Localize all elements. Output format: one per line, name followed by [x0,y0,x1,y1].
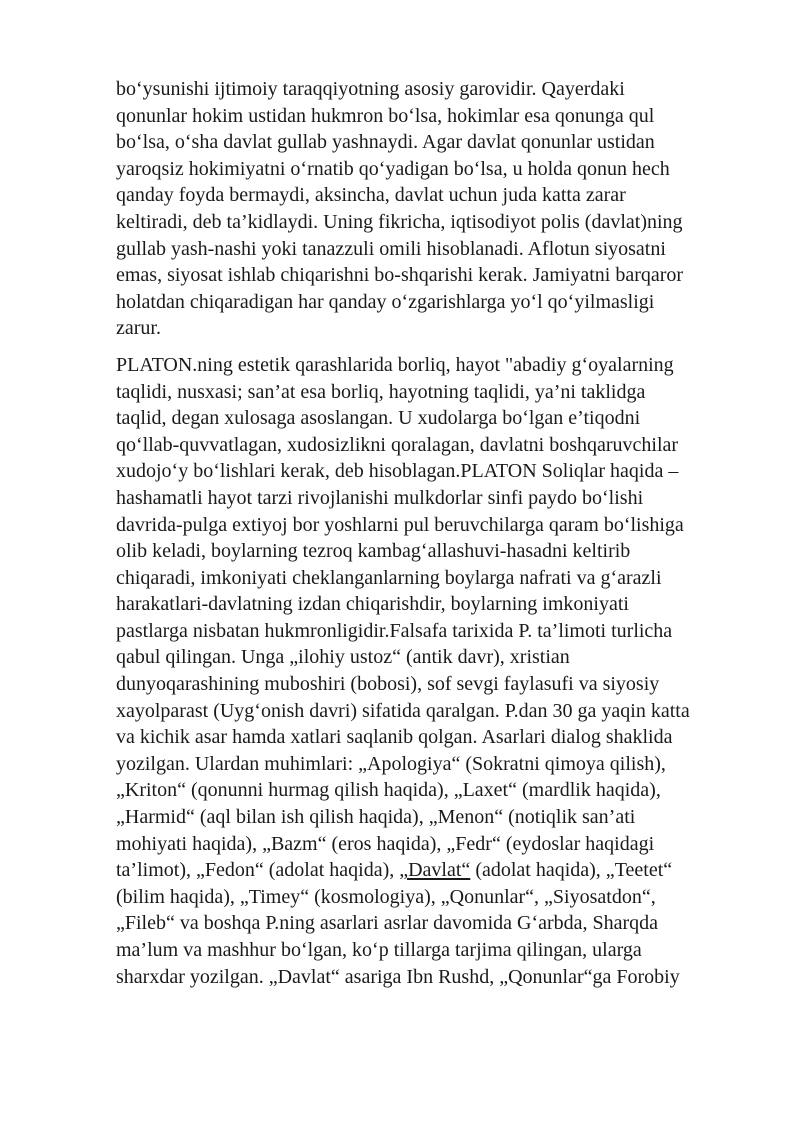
text-line: PLATON.ning estetik qarashlarida borliq, hayot "abadiy g‘oyalarning [116,353,674,376]
text-line: qabul qilingan. Unga „ilohiy ustoz“ (antik davr), xristian [116,646,570,669]
text-line: va kichik asar hamda xatlari saqlanib qolgan. Asarlari dialog shaklida [116,726,673,749]
text-line: dunyoqarashining muboshiri (bobosi), sof sevgi faylasufi va siyosiy [116,673,660,696]
text-line: emas, siyosat ishlab chiqarishni bo-shqarishi kerak. Jamiyatni barqaror [116,264,684,287]
text-line: qanday foyda bermaydi, aksincha, davlat uchun juda katta zarar [116,184,626,207]
text-line: olib keladi, boylarning tezroq kambag‘allashuvi-hasadni keltirib [116,540,631,563]
text-line: qonunlar hokim ustidan hukmron bo‘lsa, hokimlar esa qonunga qul [116,104,655,127]
text-line: gullab yash-nashi yoki tanazzuli omili hisoblanadi. Aflotun siyosatni [116,237,666,260]
text-line: „Fileb“ va boshqa P.ning asarlari asrlar davomida G‘arbda, Sharqda [116,912,659,935]
text-line: sharxdar yozilgan. „Davlat“ asariga Ibn Rushd, „Qonunlar“ga Forobiy [116,965,680,988]
text-line [116,857,716,884]
text-line: bo‘lsa, o‘sha davlat gullab yashnaydi. Agar davlat qonunlar ustidan [116,131,655,154]
text-line: zarur. [116,317,161,340]
text-line: mohiyati haqida), „Bazm“ (eros haqida), „Fedr“ (eydoslar haqidagi [116,832,655,855]
text-line: davrida-pulga extiyoj bor yoshlarni pul beruvchilarga qaram bo‘lishiga [116,513,684,536]
text-line: xudojo‘y bo‘lishlari kerak, deb hisoblagan.PLATON Soliqlar haqida – [116,460,679,483]
text-line: chiqaradi, imkoniyati cheklanganlarning boylarga nafrati va g‘arazli [116,566,662,589]
text-line: „Kriton“ (qonunni hurmag qilish haqida), „Laxet“ (mardlik haqida), [116,779,661,802]
text-line: hashamatli hayot tarzi rivojlanishi mulkdorlar sinfi paydo bo‘lishi [116,486,644,509]
text-line: keltiradi, deb ta’kidlaydi. Uning fikricha, iqtisodiyot polis (davlat)ning [116,210,683,233]
davlat-link[interactable]: „Davlat“ [399,859,471,882]
paragraph-2 [116,352,716,990]
text-line: yaroqsiz hokimiyatni o‘rnatib qo‘yadigan bo‘lsa, u holda qonun hech [116,157,670,180]
text-line: ma’lum va mashhur bo‘lgan, ko‘p tillarga tarjima qilingan, ularga [116,939,642,961]
document-page [116,76,716,1000]
text-line: taqlid, degan xulosaga asoslangan. U xudolarga bo‘lgan e’tiqodni [116,407,641,430]
paragraph-1 [116,76,716,342]
text-line: xayolparast (Uyg‘onish davri) sifatida qaralgan. P.dan 30 ga yaqin katta [116,699,690,722]
text-line: (bilim haqida), „Timey“ (kosmologiya), „Qonunlar“, „Siyosatdon“, [116,885,656,908]
text-segment: (adolat haqida), „Teetet“ [470,859,673,882]
text-line: harakatlari-davlatning izdan chiqarishdir, boylarning imkoniyati [116,593,629,616]
text-line: taqlidi, nusxasi; san’at esa borliq, hayotning taqlidi, ya’ni taklidga [116,380,646,403]
text-line: „Harmid“ (aql bilan ish qilish haqida), „Menon“ (notiqlik san’ati [116,806,636,829]
text-line: qo‘llab-quvvatlagan, xudosizlikni qoralagan, davlatni boshqaruvchilar [116,433,679,456]
text-line: pastlarga nisbatan hukmronligidir.Falsafa tarixida P. ta’limoti turlicha [116,619,673,642]
text-line: holatdan chiqaradigan har qanday o‘zgarishlarga yo‘l qo‘yilmasligi [116,290,655,313]
text-segment: ta’limot), „Fedon“ (adolat haqida), [116,859,400,882]
text-line: bo‘ysunishi ijtimoiy taraqqiyotning asosiy garovidir. Qayerdaki [116,78,625,100]
text-line: yozilgan. Ulardan muhimlari: „Apologiya“ (Sokratni qimoya qilish), [116,752,666,775]
